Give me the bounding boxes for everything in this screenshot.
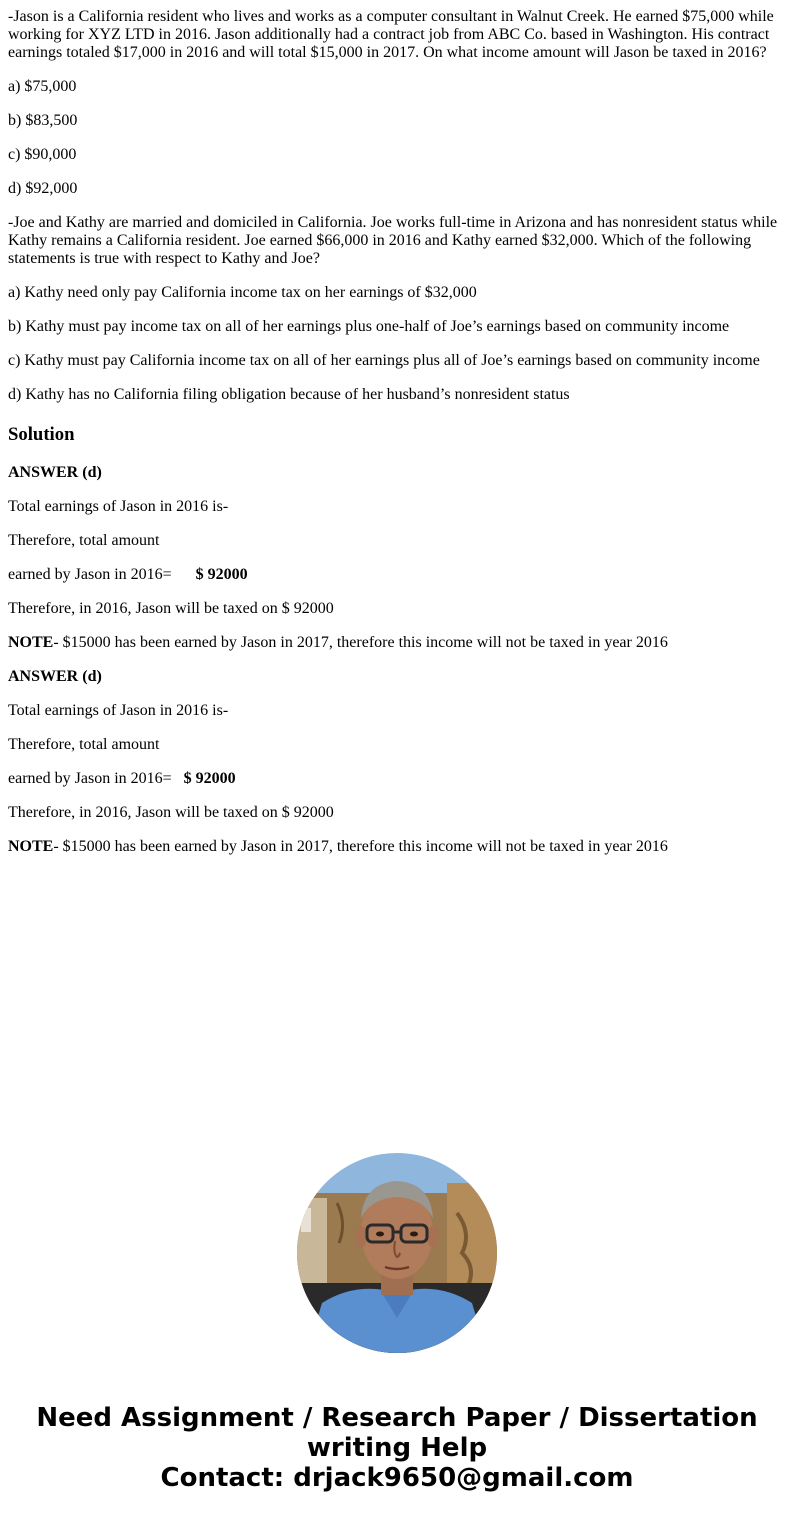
solution-heading: Solution [8,424,75,445]
question-2-option-c: c) Kathy must pay California income tax on all of her earnings plus all of Joe’s earnings based on community income [8,352,760,369]
earned-value: $ 92000 [195,566,248,583]
document-content [8,8,786,872]
promo-contact: Contact: drjack9650@gmail.com [160,1463,634,1493]
note-text: - $15000 has been earned by Jason in 2017, therefore this income will not be taxed in year 2016 [53,838,668,855]
question-2-option-a: a) Kathy need only pay California income tax on her earnings of $32,000 [8,284,477,301]
earned-label: earned by Jason in 2016= [8,770,172,787]
note-text: - $15000 has been earned by Jason in 2017, therefore this income will not be taxed in year 2016 [53,634,668,651]
earned-line [8,566,786,584]
answer-label: ANSWER (d) [8,464,102,481]
question-2-text: -Joe and Kathy are married and domiciled in California. Joe works full-time in Arizona and has nonresident status while Kathy remains a California resident. Joe earned $66,000 in 2016 and Kathy earned $32,000. Which of the following statements is true with respect to Kathy and Joe? [8,214,778,267]
question-2 [8,214,786,404]
question-1-text: -Jason is a California resident who lives and works as a computer consultant in Walnut Creek. He earned $75,000 while working for XYZ LTD in 2016. Jason additionally had a contract job from ABC Co. based in Washington. His contract earnings totaled $17,000 in 2016 and will total $15,000 in 2017. On what income amount will Jason be taxed in 2016? [8,8,774,61]
tutor-avatar [297,1153,497,1353]
question-1-option-a: a) $75,000 [8,78,77,95]
note-line [8,838,786,856]
earned-value: $ 92000 [183,770,236,787]
total-earnings-line: Total earnings of Jason in 2016 is- [8,702,229,719]
note-line [8,634,786,652]
note-label: NOTE [8,634,54,651]
solution-block-1 [8,464,786,652]
earned-label: earned by Jason in 2016= [8,566,172,583]
note-label: NOTE [8,838,54,855]
answer-label: ANSWER (d) [8,668,102,685]
promo-line-1: Need Assignment / Research Paper / Dissertation [36,1403,758,1433]
total-earnings-line: Total earnings of Jason in 2016 is- [8,498,229,515]
promo-line-2: writing Help [306,1433,488,1463]
taxed-line: Therefore, in 2016, Jason will be taxed on $ 92000 [8,804,334,821]
taxed-line: Therefore, in 2016, Jason will be taxed on $ 92000 [8,600,334,617]
question-2-option-b: b) Kathy must pay income tax on all of her earnings plus one-half of Joe’s earnings based on community income [8,318,730,335]
therefore-line: Therefore, total amount [8,736,160,753]
question-2-option-d: d) Kathy has no California filing obligation because of her husband’s nonresident status [8,386,570,403]
solution-block-2 [8,668,786,856]
question-1-option-b: b) $83,500 [8,112,78,129]
question-1-option-d: d) $92,000 [8,180,78,197]
earned-line [8,770,786,788]
question-1-option-c: c) $90,000 [8,146,77,163]
therefore-line: Therefore, total amount [8,532,160,549]
promo-banner [0,1403,794,1493]
question-1 [8,8,786,198]
